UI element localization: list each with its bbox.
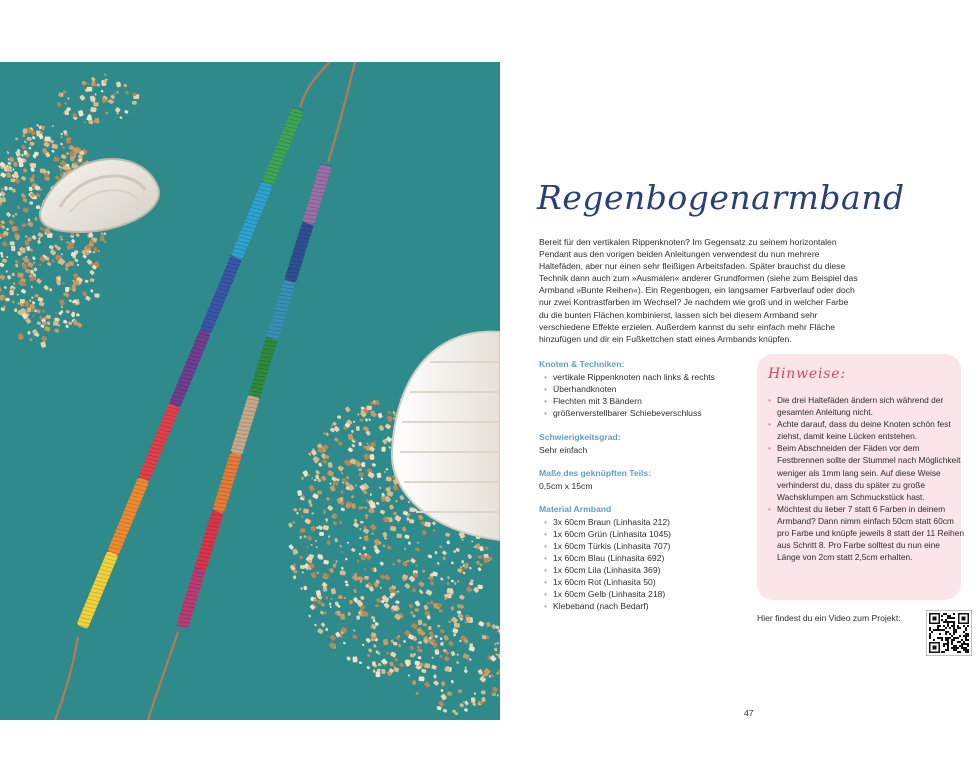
video-hint: Hier findest du ein Video zum Projekt: <box>757 613 901 623</box>
list-item: • 1x 60cm Grün (Linhasita 1045) <box>553 528 749 540</box>
list-item: • Achte darauf, dass du deine Knoten schön fest ziehst, damit keine Lücken entstehen. <box>777 418 965 442</box>
list-item: • 3x 60cm Braun (Linhasita 212) <box>553 516 749 528</box>
knots-section <box>539 358 749 419</box>
difficulty-section <box>539 431 749 456</box>
list-item: • Flechten mit 3 Bändern <box>553 395 749 407</box>
list-item: • Klebeband (nach Bedarf) <box>553 600 749 612</box>
bracelet-photo <box>0 62 500 720</box>
material-list <box>539 516 749 612</box>
qr-code-icon[interactable] <box>926 610 972 656</box>
list-item: • 1x 60cm Blau (Linhasita 692) <box>553 552 749 564</box>
page-title: Regenbogenarmband <box>537 178 905 217</box>
list-item: • Möchtest du lieber 7 statt 6 Farben in deinem Armband? Dann nimm einfach 50cm statt 60cm pro Farbe und knüpfe jeweils 8 statt der 11 Reihen aus Schritt 8. Pro Farbe solltest du nun eine Länge von 2cm statt 2,5cm erhalten. <box>777 503 965 563</box>
list-item: • Beim Abschneiden der Fäden vor dem Festbrennen sollte der Stummel nach Möglichkeit weniger als 1mm lang sein. Auf diese Weise verhinderst du, dass du später zu große Wachsklumpen am Schmuckstück hast. <box>777 442 965 502</box>
size-heading: Maße des geknüpften Teils: <box>539 468 652 478</box>
list-item: • 1x 60cm Lila (Linhasita 369) <box>553 564 749 576</box>
list-item: • 1x 60cm Gelb (Linhasita 218) <box>553 588 749 600</box>
intro-text: Bereit für den vertikalen Rippenknoten? Im Gegensatz zu seinem horizontalen Pendant aus den vorigen beiden Anleitungen verwendest du nun mehrere Haltefäden, aber nur einen sehr fleißigen Arbeitsfaden. Später brauchst du diese Technik dann auch zum »Ausmalen« anderer Grundformen (siehe zum Beispiel das Armband »Bunte Reihen«). Ein Regenbogen, ein langsamer Farbverlauf oder doch nur zwei Kontrastfarben im Wechsel? Je nachdem wie groß und in welcher Farbe du die bunten Flächen kombinierst, lassen sich bei diesem Armband sehr verschiedene Effekte erzielen. Außerdem kannst du sehr einfach mehr Fläche hinzufügen und dir ein Fußkettchen statt eines Armbands knüpfen. <box>539 237 858 344</box>
tips-title: Hinweise: <box>768 366 846 382</box>
tips-list <box>766 394 965 563</box>
knots-list <box>539 371 749 419</box>
list-item: • 1x 60cm Türkis (Linhasita 707) <box>553 540 749 552</box>
list-item: • 1x 60cm Rot (Linhasita 50) <box>553 576 749 588</box>
difficulty-value: Sehr einfach <box>539 445 588 455</box>
tips-box <box>757 354 964 600</box>
knots-heading: Knoten & Techniken: <box>539 359 625 369</box>
material-section <box>539 503 749 612</box>
list-item: • Die drei Haltefäden ändern sich während der gesamten Anleitung nicht. <box>777 394 965 418</box>
page-number: 47 <box>744 708 754 718</box>
bracelet-photo-illustration <box>0 62 500 720</box>
list-item: • Überhandknoten <box>553 383 749 395</box>
difficulty-heading: Schwierigkeitsgrad: <box>539 432 621 442</box>
list-item: • vertikale Rippenknoten nach links & rechts <box>553 371 749 383</box>
size-value: 0,5cm x 15cm <box>539 481 593 491</box>
list-item: • größenverstellbarer Schiebeverschluss <box>553 407 749 419</box>
size-section <box>539 467 749 492</box>
material-heading: Material Armband <box>539 504 612 514</box>
